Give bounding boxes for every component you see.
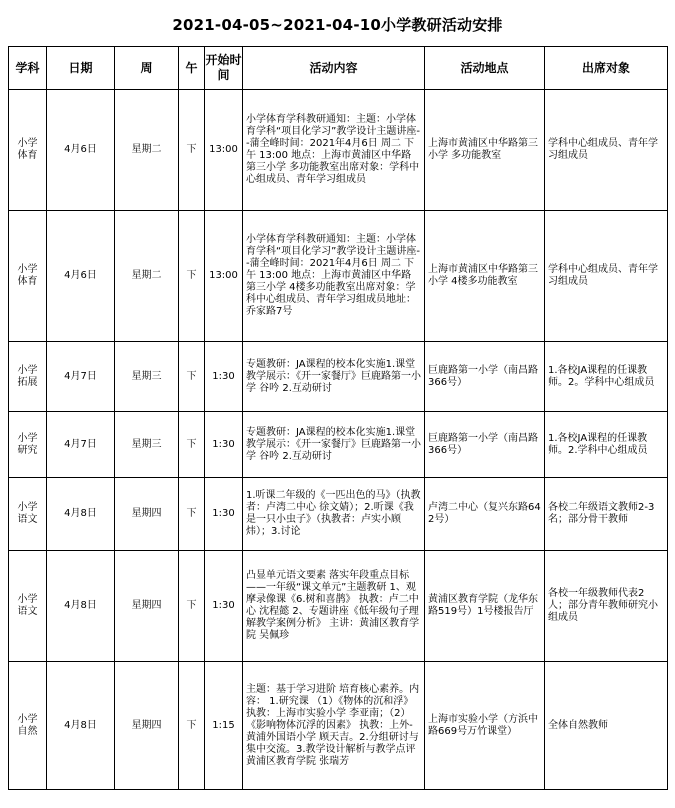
cell-subject: 小学体育 (9, 211, 47, 342)
cell-location: 黄浦区教育学院（龙华东路519号）1号楼报告厅 (425, 551, 545, 662)
cell-time: 1:30 (205, 478, 243, 551)
cell-date: 4月6日 (47, 211, 115, 342)
cell-subject: 小学体育 (9, 90, 47, 211)
cell-content: 专题教研：JA课程的校本化实施1.课堂教学展示：《开一家餐厅》巨鹿路第一小学 谷吟 2.互动研讨 (243, 412, 425, 478)
table-row (9, 412, 668, 478)
table-row (9, 551, 668, 662)
cell-location: 巨鹿路第一小学（南昌路366号） (425, 412, 545, 478)
table-row (9, 211, 668, 342)
cell-date: 4月8日 (47, 662, 115, 790)
cell-half: 下 (179, 412, 205, 478)
cell-weekday: 星期四 (115, 478, 179, 551)
cell-location: 巨鹿路第一小学（南昌路366号） (425, 342, 545, 412)
cell-subject: 小学语文 (9, 478, 47, 551)
cell-weekday: 星期二 (115, 211, 179, 342)
page-title: 2021-04-05~2021-04-10小学教研活动安排 (172, 16, 503, 34)
cell-half: 下 (179, 478, 205, 551)
cell-time: 1:30 (205, 342, 243, 412)
table-row (9, 90, 668, 211)
cell-half: 下 (179, 90, 205, 211)
cell-half: 下 (179, 342, 205, 412)
cell-subject: 小学语文 (9, 551, 47, 662)
header-subject: 学科 (9, 47, 47, 90)
cell-location: 上海市实验小学（方浜中路669号万竹课堂） (425, 662, 545, 790)
cell-weekday: 星期二 (115, 90, 179, 211)
header-content: 活动内容 (243, 47, 425, 90)
cell-time: 1:30 (205, 412, 243, 478)
cell-half: 下 (179, 211, 205, 342)
cell-attendees: 学科中心组成员、青年学习组成员 (545, 90, 668, 211)
cell-content: 小学体育学科教研通知：主题：小学体育学科“项目化学习”教学设计主题讲座--蒲全峰时间：2021年4月6日 周二 下午 13:00 地点：上海市黄浦区中华路第三小学 4楼多功能教室出席对象：学科中心组成员、青年学习组成员地址：乔家路7号 (243, 211, 425, 342)
cell-date: 4月7日 (47, 342, 115, 412)
cell-date: 4月8日 (47, 551, 115, 662)
cell-content: 1.听课二年级的《一匹出色的马》（执教者：卢湾二中心 徐文婧）；2.听课《我是一只小虫子》（执教者：卢实小顾炜）；3.讨论 (243, 478, 425, 551)
cell-weekday: 星期三 (115, 342, 179, 412)
cell-weekday: 星期四 (115, 662, 179, 790)
cell-time: 1:30 (205, 551, 243, 662)
cell-content: 主题：基于学习进阶 培育核心素养。内容： 1.研究课 （1）《物体的沉和浮》 执教：上海市实验小学 李亚南；（2）《影响物体沉浮的因素》 执教：上外-黄浦外国语小学 顾天吉。2.分组研讨与集中交流。3.教学设计解析与教学点评 黄浦区教育学院 张瑞芳 (243, 662, 425, 790)
cell-attendees: 学科中心组成员、青年学习组成员 (545, 211, 668, 342)
cell-weekday: 星期三 (115, 412, 179, 478)
header-half: 午 (179, 47, 205, 90)
cell-time: 13:00 (205, 211, 243, 342)
cell-date: 4月6日 (47, 90, 115, 211)
header-location: 活动地点 (425, 47, 545, 90)
cell-weekday: 星期四 (115, 551, 179, 662)
header-row (9, 47, 668, 90)
cell-location: 上海市黄浦区中华路第三小学 多功能教室 (425, 90, 545, 211)
cell-attendees: 全体自然教师 (545, 662, 668, 790)
cell-content: 专题教研：JA课程的校本化实施1.课堂教学展示：《开一家餐厅》巨鹿路第一小学 谷吟 2.互动研讨 (243, 342, 425, 412)
cell-subject: 小学研究 (9, 412, 47, 478)
cell-subject: 小学拓展 (9, 342, 47, 412)
cell-date: 4月8日 (47, 478, 115, 551)
cell-date: 4月7日 (47, 412, 115, 478)
cell-attendees: 1.各校JA课程的任课教师。2。学科中心组成员 (545, 342, 668, 412)
table-row (9, 342, 668, 412)
header-weekday: 周 (115, 47, 179, 90)
cell-attendees: 1.各校JA课程的任课教师。2.学科中心组成员 (545, 412, 668, 478)
schedule-table (8, 46, 668, 790)
cell-attendees: 各校二年级语文教师2-3名；部分骨干教师 (545, 478, 668, 551)
cell-content: 小学体育学科教研通知：主题：小学体育学科“项目化学习”教学设计主题讲座--蒲全峰时间：2021年4月6日 周二 下午 13:00 地点：上海市黄浦区中华路第三小学 多功能教室出席对象：学科中心组成员、青年学习组成员 (243, 90, 425, 211)
header-attendees: 出席对象 (545, 47, 668, 90)
table-row (9, 662, 668, 790)
cell-time: 13:00 (205, 90, 243, 211)
table-row (9, 478, 668, 551)
header-start-time: 开始时间 (205, 47, 243, 90)
header-date: 日期 (47, 47, 115, 90)
cell-attendees: 各校一年级教师代表2人；部分青年教师研究小组成员 (545, 551, 668, 662)
cell-half: 下 (179, 662, 205, 790)
cell-time: 1:15 (205, 662, 243, 790)
cell-location: 上海市黄浦区中华路第三小学 4楼多功能教室 (425, 211, 545, 342)
cell-subject: 小学自然 (9, 662, 47, 790)
cell-half: 下 (179, 551, 205, 662)
cell-location: 卢湾二中心（复兴东路642号） (425, 478, 545, 551)
cell-content: 凸显单元语文要素 落实年段重点目标 ——一年级“课文单元”主题教研 1、观摩录像课《6.树和喜鹊》 执教：卢二中心 沈程懿 2、专题讲座《低年级句子理解教学案例分析》 主讲：黄浦区教育学院 吴佩珍 (243, 551, 425, 662)
